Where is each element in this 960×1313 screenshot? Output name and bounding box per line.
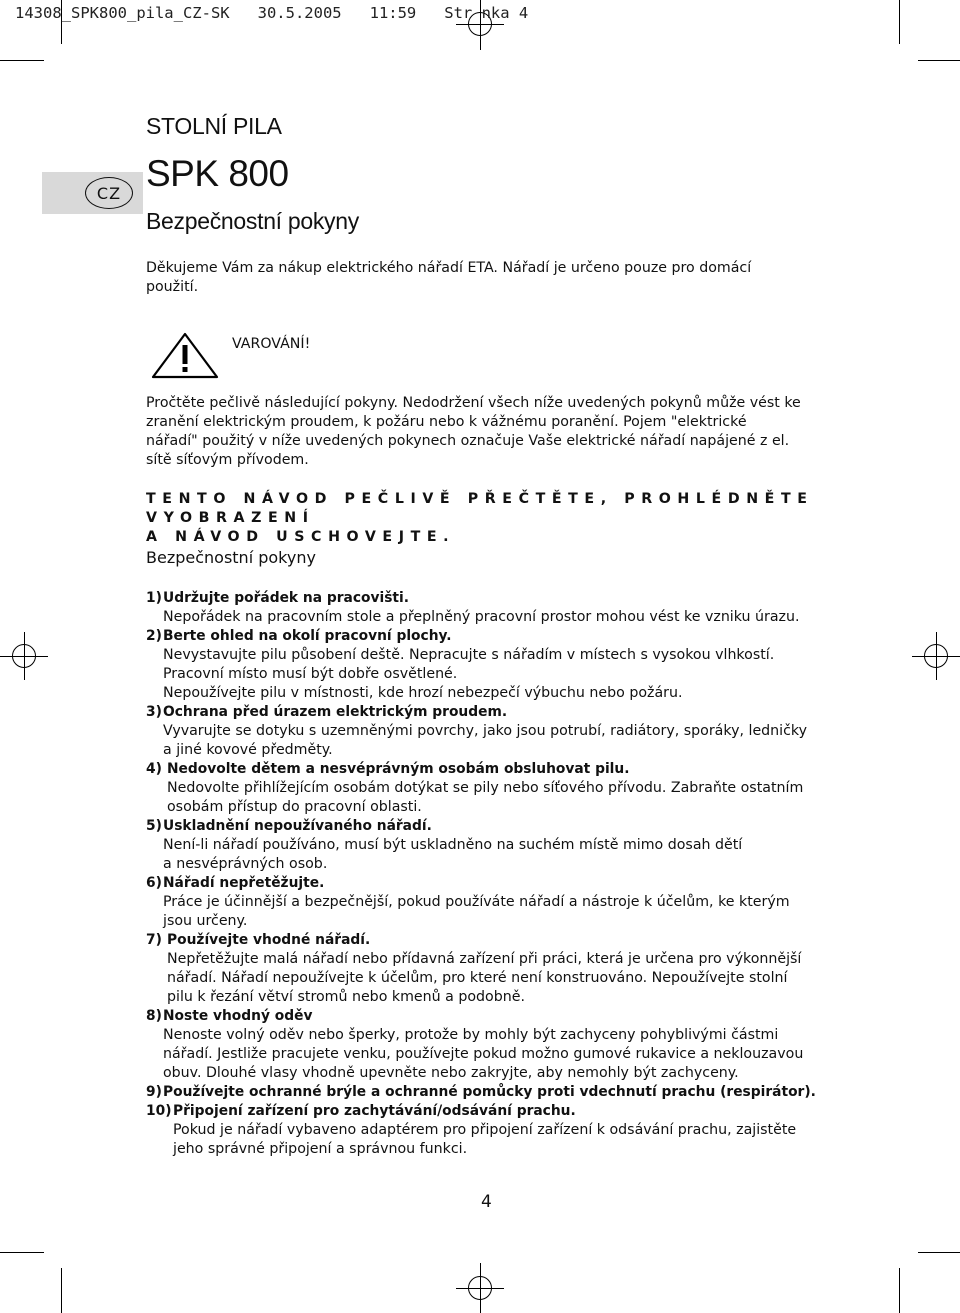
warning-line: sítě síťovým přívodem. (146, 452, 309, 468)
safety-item-text: nářadí. Nářadí nepoužívejte k účelům, pro které není konstruováno. Nepoužívejte stolní (167, 970, 788, 986)
warning-line: Pročtěte pečlivě následující pokyny. Nedodržení všech níže uvedených pokynů může vést ke (146, 395, 801, 411)
safety-item-title (146, 931, 866, 950)
crop-mark (0, 1252, 44, 1253)
item-heading: Připojení zařízení pro zachytávání/odsávání prachu. (173, 1103, 576, 1119)
item-heading: Ochrana před úrazem elektrickým proudem. (163, 704, 508, 720)
language-badge: CZ (85, 177, 133, 209)
safety-item-title (146, 874, 866, 893)
item-number: 5) (146, 818, 162, 834)
safety-item-text: a nesvéprávných osob. (163, 856, 328, 872)
item-number: 6) (146, 875, 162, 891)
safety-item-text: Nenoste volný oděv nebo šperky, protože by mohly být zachyceny pohyblivými částmi (163, 1027, 779, 1043)
item-number: 4) (146, 761, 162, 777)
product-model: SPK 800 (146, 153, 289, 194)
item-number: 10) (146, 1103, 172, 1119)
page-number: 4 (481, 1192, 492, 1212)
item-number: 2) (146, 628, 162, 644)
safety-item-text: Pokud je nářadí vybaveno adaptérem pro připojení zařízení k odsávání prachu, zajistěte (173, 1122, 797, 1138)
item-number: 7) (146, 932, 162, 948)
item-heading: Uskladnění nepoužívaného nářadí. (163, 818, 432, 834)
intro-paragraph (146, 259, 806, 297)
safety-item-title (146, 1083, 866, 1102)
item-heading: Berte ohled na okolí pracovní plochy. (163, 628, 452, 644)
section-title: Bezpečnostní pokyny (146, 208, 359, 234)
safety-item-text: pilu k řezání větví stromů nebo kmenů a podobně. (167, 989, 525, 1005)
warning-paragraph (146, 394, 846, 470)
read-manual-notice (146, 490, 846, 547)
crop-mark (918, 1252, 960, 1253)
intro-line: použití. (146, 279, 199, 295)
safety-item-title (146, 760, 866, 779)
notice-line: TENTO NÁVOD PEČLIVĚ PŘEČTĚTE, PROHLÉDNĚTE VYOBRAZENÍ (146, 491, 814, 526)
item-number: 1) (146, 590, 162, 606)
safety-item-text: nářadí. Jestliže pracujete venku, používejte pokud možno gumové rukavice a neklouzavou (163, 1046, 804, 1062)
safety-item-text: jeho správné připojení a správnou funkci. (173, 1141, 468, 1157)
warning-line: zranění elektrickým proudem, k požáru nebo k vážnému poranění. Pojem "elektrické (146, 414, 747, 430)
crop-mark (0, 60, 44, 61)
safety-item-text: Nepřetěžujte malá nářadí nebo přídavná zařízení při práci, která je určena pro výkonnější (167, 951, 802, 967)
safety-item-text: obuv. Dlouhé vlasy vhodně upevněte nebo zakryjte, aby nemohly být zachyceny. (163, 1065, 739, 1081)
crop-mark (899, 1268, 900, 1313)
safety-item-title (146, 817, 866, 836)
safety-item-text: jsou určeny. (163, 913, 248, 929)
item-heading: Udržujte pořádek na pracovišti. (163, 590, 409, 606)
safety-item-text: Nepoužívejte pilu v místnosti, kde hrozí nebezpečí výbuchu nebo požáru. (163, 685, 683, 701)
safety-item-title (146, 703, 866, 722)
safety-item-text: Nedovolte přihlížejícím osobám dotýkat se pily nebo síťového přívodu. Zabraňte ostatním (167, 780, 804, 796)
item-number: 8) (146, 1008, 162, 1024)
warning-label: VAROVÁNÍ! (232, 336, 311, 352)
safety-item-title (146, 627, 866, 646)
intro-line: Děkujeme Vám za nákup elektrického nářadí ETA. Nářadí je určeno pouze pro domácí (146, 260, 752, 276)
safety-item-title (146, 589, 866, 608)
item-heading: Nářadí nepřetěžujte. (163, 875, 325, 891)
safety-item-text: osobám přístup do pracovní oblasti. (167, 799, 422, 815)
crop-mark (899, 0, 900, 44)
print-slug: 14308_SPK800_pila_CZ-SK 30.5.2005 11:59 Str nka 4 (15, 4, 529, 22)
item-number: 3) (146, 704, 162, 720)
item-heading: Nedovolte dětem a nesvéprávným osobám obsluhovat pilu. (167, 761, 630, 777)
safety-item-text: Není-li nářadí používáno, musí být uskladněno na suchém místě mimo dosah dětí (163, 837, 743, 853)
safety-subheading: Bezpečnostní pokyny (146, 548, 316, 567)
safety-item-title (146, 1007, 866, 1026)
safety-item-text: Vyvarujte se dotyku s uzemněnými povrchy, jako jsou potrubí, radiátory, sporáky, ledničky (163, 723, 808, 739)
safety-instructions-list (146, 589, 866, 1159)
crop-mark (61, 1268, 62, 1313)
item-heading: Používejte ochranné brýle a ochranné pomůcky proti vdechnutí prachu (respirátor). (163, 1084, 816, 1100)
crop-mark (918, 60, 960, 61)
safety-item-text: Nevystavujte pilu působení deště. Nepracujte s nářadím v místech s vysokou vlhkostí. (163, 647, 775, 663)
item-heading: Noste vhodný oděv (163, 1008, 313, 1024)
notice-line: A NÁVOD USCHOVEJTE. (146, 529, 456, 545)
warning-triangle-icon (150, 331, 220, 379)
warning-line: nářadí" použitý v níže uvedených pokynech označuje Vaše elektrické nářadí napájené z el. (146, 433, 790, 449)
safety-item-text: Práce je účinnější a bezpečnější, pokud používáte nářadí a nástroje k účelům, ke kterým (163, 894, 790, 910)
safety-item-text: Nepořádek na pracovním stole a přeplněný pracovní prostor mohou vést ke vzniku úrazu. (163, 609, 800, 625)
safety-item-text: a jiné kovové předměty. (163, 742, 333, 758)
product-category: STOLNÍ PILA (146, 113, 282, 139)
safety-item-text: Pracovní místo musí být dobře osvětlené. (163, 666, 458, 682)
safety-item-title (146, 1102, 866, 1121)
item-number: 9) (146, 1084, 162, 1100)
item-heading: Používejte vhodné nářadí. (167, 932, 371, 948)
